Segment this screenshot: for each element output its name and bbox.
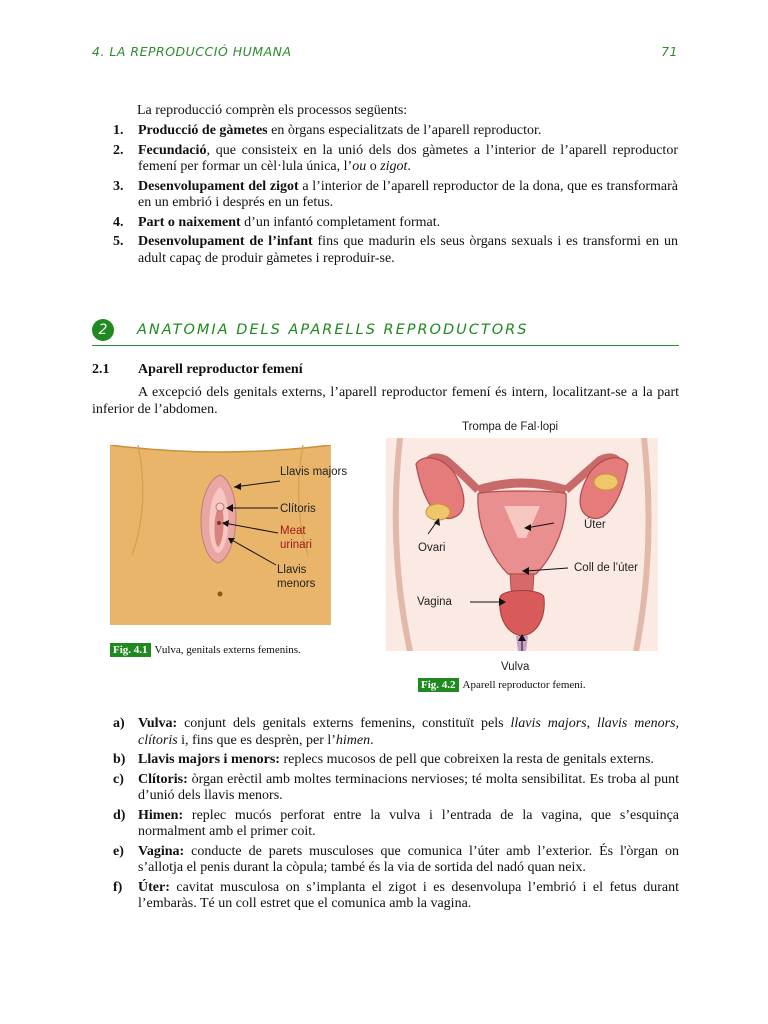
list-item: 5. Desenvolupament de l’infant fins que madurin els seus òrgans sexuals i es transformi en un adult capaç de produir gàmetes i reproduir-se.	[113, 234, 678, 266]
label-vagina: Vagina	[417, 596, 452, 608]
list-term: Producció de gàmetes	[138, 123, 268, 138]
label-uter: Úter	[584, 519, 606, 531]
section-title: ANATOMIA DELS APARELLS REPRODUCTORS	[137, 322, 529, 338]
process-list	[92, 123, 678, 270]
label-coll-uter: Coll de l’úter	[574, 562, 638, 574]
list-item: b) Llavis majors i menors: replecs mucosos de pell que cobreixen la resta de genitals externs.	[113, 752, 654, 767]
list-item: 3. Desenvolupament del zigot a l’interior de l’aparell reproductor de la dona, que es transformarà en un embrió i després en un fetus.	[113, 178, 678, 210]
list-item: e) Vagina: conducte de parets musculoses que comunica l’úter amb l’exterior. És l'òrgan on s’allotja el penis durant la còpula; també és la via de sortida del nadó quan neix.	[113, 843, 679, 875]
figure-tag: Fig. 4.1	[110, 643, 151, 657]
list-item: 4. Part o naixement d’un infantó completament format.	[113, 214, 441, 230]
list-term: Úter:	[138, 879, 170, 895]
list-item: d) Himen: replec mucós perforat entre la vulva i l’entrada de la vagina, que s’esquinça normalment amb el primer coit.	[113, 807, 679, 839]
list-term: Desenvolupament de l’infant	[138, 234, 313, 249]
figure-tag: Fig. 4.2	[418, 678, 459, 692]
list-term: Vagina:	[138, 843, 185, 859]
list-term: Llavis majors i menors:	[138, 752, 280, 767]
page-header	[92, 44, 678, 64]
figure-caption: Fig. 4.2 Aparell reproductor femení.	[418, 678, 586, 692]
label-llavis-menors: Llavis menors	[277, 564, 316, 590]
label-clitoris: Clítoris	[280, 503, 316, 515]
list-term: Part o naixement	[138, 214, 241, 230]
list-term: Clítoris:	[138, 771, 188, 787]
label-vulva: Vulva	[501, 661, 530, 673]
list-term: Vulva:	[138, 716, 178, 731]
section-number-badge: 2	[92, 319, 114, 341]
subsection-heading	[92, 362, 303, 378]
figure-caption: Fig. 4.1 Vulva, genitals externs femenins.	[110, 643, 301, 657]
label-llavis-majors: Llavis majors	[280, 466, 348, 478]
list-item: c) Clítoris: òrgan erèctil amb moltes terminacions nervioses; té molta sensibilitat. Es troba al punt d’unió dels llavis menors.	[113, 771, 679, 803]
label-ovari: Ovari	[418, 542, 446, 554]
label-meat-urinari: Meat urinari	[280, 525, 312, 551]
list-term: Desenvolupament del zigot	[138, 178, 299, 194]
subsection-title: Aparell reproductor femení	[138, 362, 303, 377]
chapter-title: 4. LA REPRODUCCIÓ HUMANA	[92, 44, 292, 59]
subsection-number: 2.1	[92, 362, 110, 377]
label-trompa: Trompa de Fal·lopi	[462, 421, 559, 433]
list-item: 2. Fecundació, que consisteix en la unió dels dos gàmetes a l’interior de l’aparell reproductor femení per formar un cèl·lula única, l’ou o zigot.	[113, 142, 678, 174]
page-number: 71	[661, 44, 678, 59]
definition-list	[92, 716, 679, 916]
list-item: a) Vulva: conjunt dels genitals externs femenins, constituït pels llavis majors, llavis menors, clítoris i, fins que es desprèn, per l’himen.	[113, 716, 679, 748]
list-term: Fecundació	[138, 142, 207, 158]
list-term: Himen:	[138, 807, 184, 823]
body-paragraph: A excepció dels genitals externs, l’aparell reproductor femení és intern, localitzant-se a la part inferior de l’abdomen.	[92, 385, 679, 417]
list-item: 1. Producció de gàmetes en òrgans especialitzats de l’aparell reproductor.	[113, 123, 542, 138]
list-item: f) Úter: cavitat musculosa on s’implanta el zigot i es desenvolupa l’embrió i el fetus durant l’embaràs. Té un coll estret que el comunica amb la vagina.	[113, 879, 679, 911]
section-heading	[92, 318, 679, 346]
intro-text: La reproducció comprèn els processos següents:	[137, 103, 408, 118]
